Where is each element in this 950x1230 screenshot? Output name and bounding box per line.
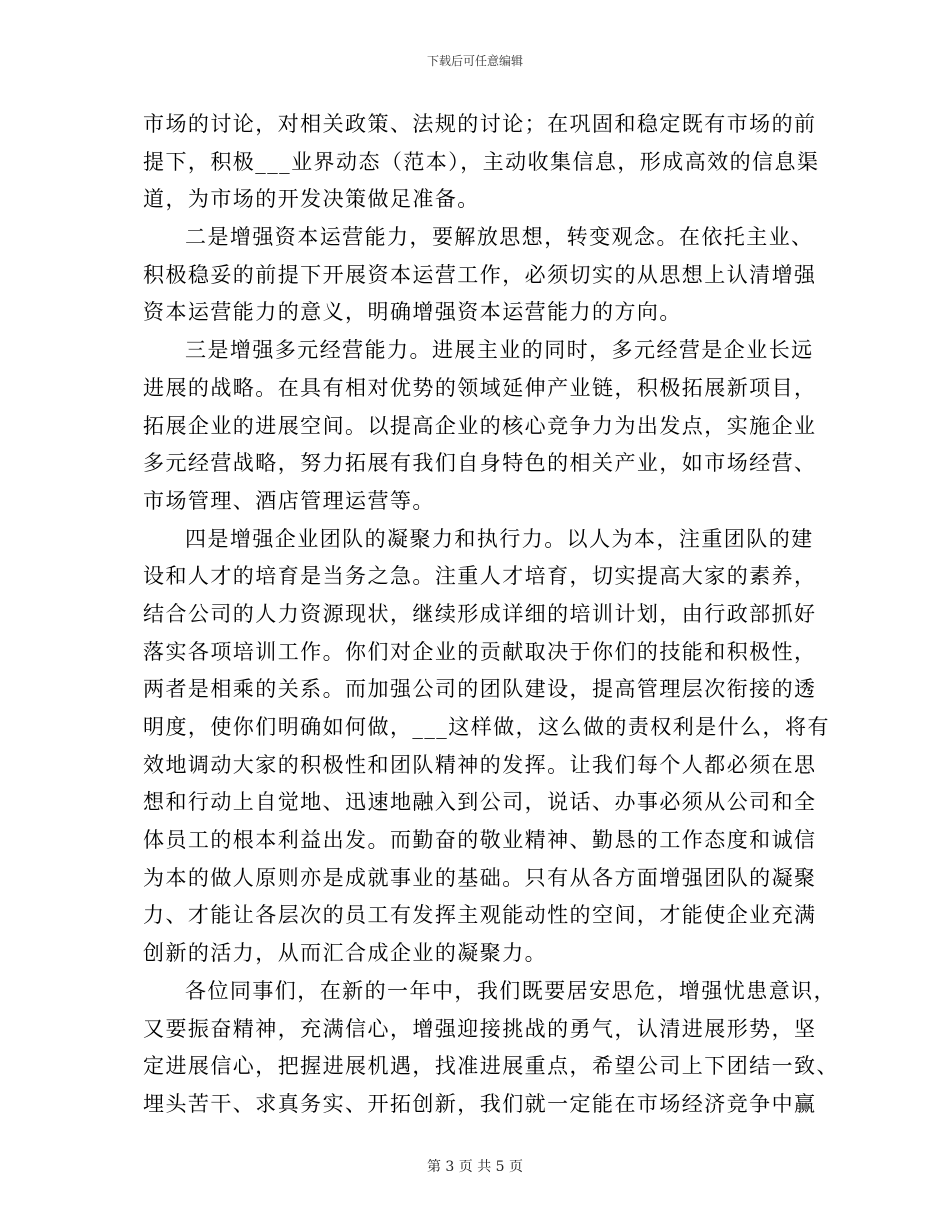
text-line: 创新的活力，从而汇合成企业的凝聚力。 xyxy=(143,941,548,966)
text-line: 体员工的根本利益出发。而勤奋的敬业精神、勤恳的工作态度和诚信 xyxy=(143,828,817,853)
paragraph-start-line: 二是增强资本运营能力，要解放思想，转变观念。在依托主业、 xyxy=(185,225,814,250)
text-line: 又要振奋精神，充满信心，增强迎接挑战的勇气，认清进展形势，坚 xyxy=(143,1016,817,1041)
paragraph-start-line: 四是增强企业团队的凝聚力和执行力。以人为本，注重团队的建 xyxy=(185,526,814,551)
text-line: 明度，使你们明确如何做，___这样做，这么做的责权利是什么，将有 xyxy=(143,715,830,739)
text-line: 积极稳妥的前提下开展资本运营工作，必须切实的从思想上认清增强 xyxy=(143,262,817,287)
text-line: 多元经营战略，努力拓展有我们自身特色的相关产业，如市场经营、 xyxy=(143,451,817,476)
text-line: 力、才能让各层次的员工有发挥主观能动性的空间，才能使企业充满 xyxy=(143,903,817,928)
text-line: 资本运营能力的意义，明确增强资本运营能力的方向。 xyxy=(143,300,682,325)
text-line: 定进展信心，把握进展机遇，找准进展重点，希望公司上下团结一致、 xyxy=(143,1054,839,1079)
text-line: 想和行动上自觉地、迅速地融入到公司，说话、办事必须从公司和全 xyxy=(143,790,817,815)
text-line: 拓展企业的进展空间。以提高企业的核心竞争力为出发点，实施企业 xyxy=(143,413,817,438)
text-line: 提下，积极___业界动态（范本），主动收集信息，形成高效的信息渠 xyxy=(143,149,820,174)
text-line: 落实各项培训工作。你们对企业的贡献取决于你们的技能和积极性， xyxy=(143,639,817,664)
text-line: 结合公司的人力资源现状，继续形成详细的培训计划，由行政部抓好 xyxy=(143,601,817,626)
text-line: 设和人才的培育是当务之急。注重人才培育，切实提高大家的素养， xyxy=(143,564,817,589)
page-footer: 第 3 页 共 5 页 xyxy=(426,1159,524,1175)
text-line: 市场管理、酒店管理运营等。 xyxy=(143,488,435,513)
text-line: 两者是相乘的关系。而加强公司的团队建设，提高管理层次衔接的透 xyxy=(143,677,817,702)
text-line: 道，为市场的开发决策做足准备。 xyxy=(143,187,480,212)
text-line: 市场的讨论，对相关政策、法规的讨论；在巩固和稳定既有市场的前 xyxy=(143,112,817,136)
paragraph-start-line: 各位同事们，在新的一年中，我们既要居安思危，增强忧患意识， xyxy=(185,978,837,1003)
page-header: 下载后可任意编辑 xyxy=(426,54,523,68)
document-body xyxy=(143,106,839,1124)
text-line: 效地调动大家的积极性和团队精神的发挥。让我们每个人都必须在思 xyxy=(143,752,817,777)
text-line: 为本的做人原则亦是成就事业的基础。只有从各方面增强团队的凝聚 xyxy=(143,865,817,890)
paragraph-start-line: 三是增强多元经营能力。进展主业的同时，多元经营是企业长远 xyxy=(185,338,814,363)
text-line: 埋头苦干、求真务实、开拓创新，我们就一定能在市场经济竞争中赢 xyxy=(143,1091,817,1116)
text-line: 进展的战略。在具有相对优势的领域延伸产业链，积极拓展新项目， xyxy=(143,375,817,400)
